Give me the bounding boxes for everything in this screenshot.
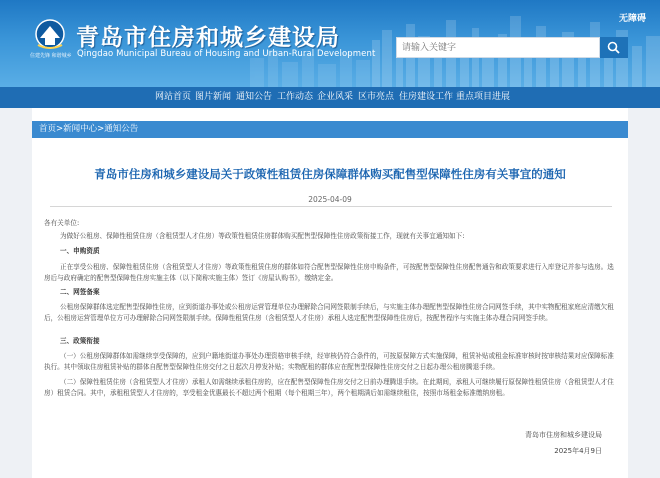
article-title: 青岛市住房和城乡建设局关于政策性租赁住房保障群体购买配售型保障性住房有关事宜的通知 — [94, 167, 566, 181]
nav-item-work-news[interactable]: 工作动态 — [277, 92, 314, 102]
paragraph-policy-link-1: （一）公租房保障群体如需继续享受保障的，应到户籍地街道办事处办理资格审核手续，经审核仍符合条件的，可按原保障方式实施保障，租赁补贴或租金标准审核时按审核结果对应保障标准执行。其中领取住房租赁补贴的群体自配售型保障性住房交付之日起次月停发补贴；实物配租的群体应在配售型保障性住房交付之日起办理公租房腾退手续。 — [44, 352, 614, 371]
breadcrumb-notices[interactable]: 通知公告 — [104, 124, 139, 134]
accessibility-link[interactable]: 无障碍 — [618, 14, 646, 24]
article-container — [32, 138, 628, 478]
section-heading-policy-link: 三、政策衔接 — [60, 337, 100, 345]
breadcrumb-news-center[interactable]: 新闻中心 — [63, 124, 98, 134]
search-input[interactable] — [396, 37, 600, 58]
nav-item-photo-news[interactable]: 图片新闻 — [195, 92, 232, 102]
article-salutation: 各有关单位: — [44, 219, 80, 227]
logo-slogan: 住建先锋 和谐城乡 — [30, 53, 72, 59]
signature-date: 2025年4月9日 — [554, 447, 602, 455]
section-heading-eligibility: 一、申购资质 — [60, 247, 100, 255]
article-date: 2025-04-09 — [308, 195, 352, 204]
site-title-english: Qingdao Municipal Bureau of Housing and Urban-Rural Development — [77, 49, 376, 59]
paragraph-contract-filing: 公租房保障群体选定配售型保障性住房，应到街道办事处或公租房运营管理单位办理解除合同网签限制手续后，与实施主体办理配售型保障性住房合同网签手续，其中实物配租家庭应清缴欠租后，公租房运营管理单位方可办理解除合同网签限制手续。保障性租赁住房（含租赁型人才住房）承租人选定配售型保障性住房后，按配售程序与实施主体办理合同网签手续。 — [44, 303, 614, 322]
paragraph-policy-link-2: （二）保障性租赁住房（含租赁型人才住房）承租人如需继续承租住房的，应在配售型保障性住房交付之日前办理腾退手续。在此期间，承租人可继续履行原保障性租赁住房（含租赁型人才住房）租赁合同。其中，承租租赁型人才住房的，享受租金优惠最长不超过两个租期（每个租期三年），两个租期满后如需继续租住，按照市场租金标准缴纳房租。 — [44, 378, 614, 397]
title-divider — [50, 206, 612, 207]
article-intro: 为做好公租房、保障性租赁住房（含租赁型人才住房）等政策性租赁住房群体购买配售型保障性住房政策衔接工作，现就有关事宜通知如下: — [60, 232, 465, 240]
nav-item-key-projects[interactable]: 重点项目进展 — [456, 92, 511, 102]
page-gutter-right — [628, 108, 660, 478]
paragraph-eligibility: 正在享受公租房、保障性租赁住房（含租赁型人才住房）等政策性租赁住房的群体如符合配售型保障性住房申购条件，可按配售型保障性住房配售通告和政策要求进行入库登记并参与选房。选房后与政府确定的配售型保障性住房实施主体（以下简称实施主体）签订《房屋认购书》，缴纳定金。 — [44, 263, 614, 282]
breadcrumb — [32, 121, 628, 138]
nav-item-notices[interactable]: 通知公告 — [236, 92, 273, 102]
main-nav — [0, 87, 660, 108]
nav-item-home[interactable]: 网站首页 — [155, 92, 192, 102]
site-header — [0, 0, 660, 87]
section-heading-contract-filing: 二、网签备案 — [60, 288, 100, 296]
breadcrumb-separator: > — [97, 124, 105, 134]
search-button[interactable] — [600, 37, 628, 58]
site-title[interactable]: 青岛市住房和城乡建设局 — [76, 25, 340, 51]
nav-item-enterprise[interactable]: 企业风采 — [317, 92, 354, 102]
page-gutter-left — [0, 108, 32, 478]
nav-item-district-highlights[interactable]: 区市亮点 — [358, 92, 395, 102]
breadcrumb-separator: > — [56, 124, 64, 134]
signature-organization: 青岛市住房和城乡建设局 — [525, 431, 602, 439]
search-icon — [607, 41, 620, 54]
breadcrumb-home[interactable]: 首页 — [39, 124, 57, 134]
nav-item-housing-work[interactable]: 住房建设工作 — [399, 92, 454, 102]
